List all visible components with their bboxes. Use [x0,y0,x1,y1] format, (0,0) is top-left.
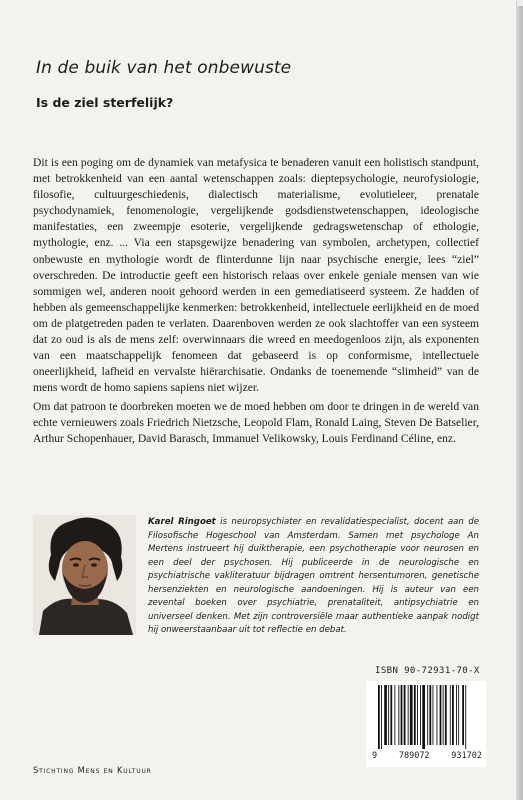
author-name: Karel Ringoet [148,517,216,527]
blurb-paragraph-1: Dit is een poging om de dynamiek van metafysica te benaderen vanuit een holistisch standpunt, met betrokkenheid van een aantal wetenschappen zoals: dieptepsychologie, neurofysiologie, filosofie, cultuurgeschiedenis, dialectisch materialisme, evolutieleer, prenatale psychodynamiek, fenomenologie, vergelijkende godsdienstwetenschappen, ideologische manifestaties, een zweempje esoterie, vergelijkende gedragswetenschap of ethologie, mythologie, enz. ... Via een stapsgewijze benadering van symbolen, archetypen, collectief onbewuste en mythologie wordt de flinterdunne lijn naar psychische energie, lees “ziel” overschreden. De introductie geeft een historisch relaas over enkele geniale mensen van wie sommigen wel, anderen nooit gehoord werden in een gemediatiseerd systeem. Ze hadden of hebben als gemeenschappelijke kenmerken: betrokkenheid, intellectuele eerlijkheid en de moed om de platgetreden paden te verlaten. Daarenboven werden ze ook slachtoffer van een systeem dat zo oud is als de mens zelf: overwinnaars die wreed en meedogenloos zijn, als exponenten van een maatschappelijk fenomeen dat gebaseerd is op conformisme, intellectuele oneerlijkheid, lafheid en vervalste hiërarchisatie. Ondanks de toenemende “slimheid” van de mens wordt de homo sapiens sapiens niet wijzer. [33,156,479,395]
blurb-paragraph-2: Om dat patroon te doorbreken moeten we de moed hebben om door te dringen in de wereld van echte vernieuwers zoals Friedrich Nietzsche, Leopold Flam, Ronald Laing, Steven De Batselier, Arthur Schopenhauer, David Barasch, Immanuel Velikowsky, Louis Ferdinand Céline, enz. [33,400,479,446]
barcode-digit-lead: 9 [372,751,378,761]
publisher-name: Stichting Mens en Kultuur [33,765,152,775]
page-edge [516,6,523,800]
barcode-bars-icon [372,685,482,749]
author-portrait-icon [33,515,136,635]
book-title: In de buik van het onbewuste [36,58,292,78]
barcode-digits [372,751,482,761]
barcode-digit-group-right: 931702 [451,751,482,761]
isbn-label: ISBN 90-72931-70-X [375,666,480,676]
author-bio [148,516,479,638]
barcode-digit-group-left: 789072 [398,751,430,761]
author-bio-text: is neuropsychiater en revalidatiespecialist, docent aan de Filosofische Hogeschool van Amsterdam. Samen met psychologe An Mertens instrueert hij duiktherapie, een psychotherapie voor neurosen en een deel der psychosen. Hij publiceerde in de neurologische en psychiatrische vakliteratuur bijdragen omtrent hersentumoren, genetische hersenziekten en neurologische aandoeningen. Hij is auteur van een zevental boeken over psychiatrie, prenataliteit, antipsychiatrie en universeel denken. Met zijn controversiële maar authentieke aanpak nodigt hij onweerstaanbaar uit tot reflectie en debat. [148,517,480,635]
book-subtitle: Is de ziel sterfelijk? [36,95,174,110]
barcode [366,681,486,767]
